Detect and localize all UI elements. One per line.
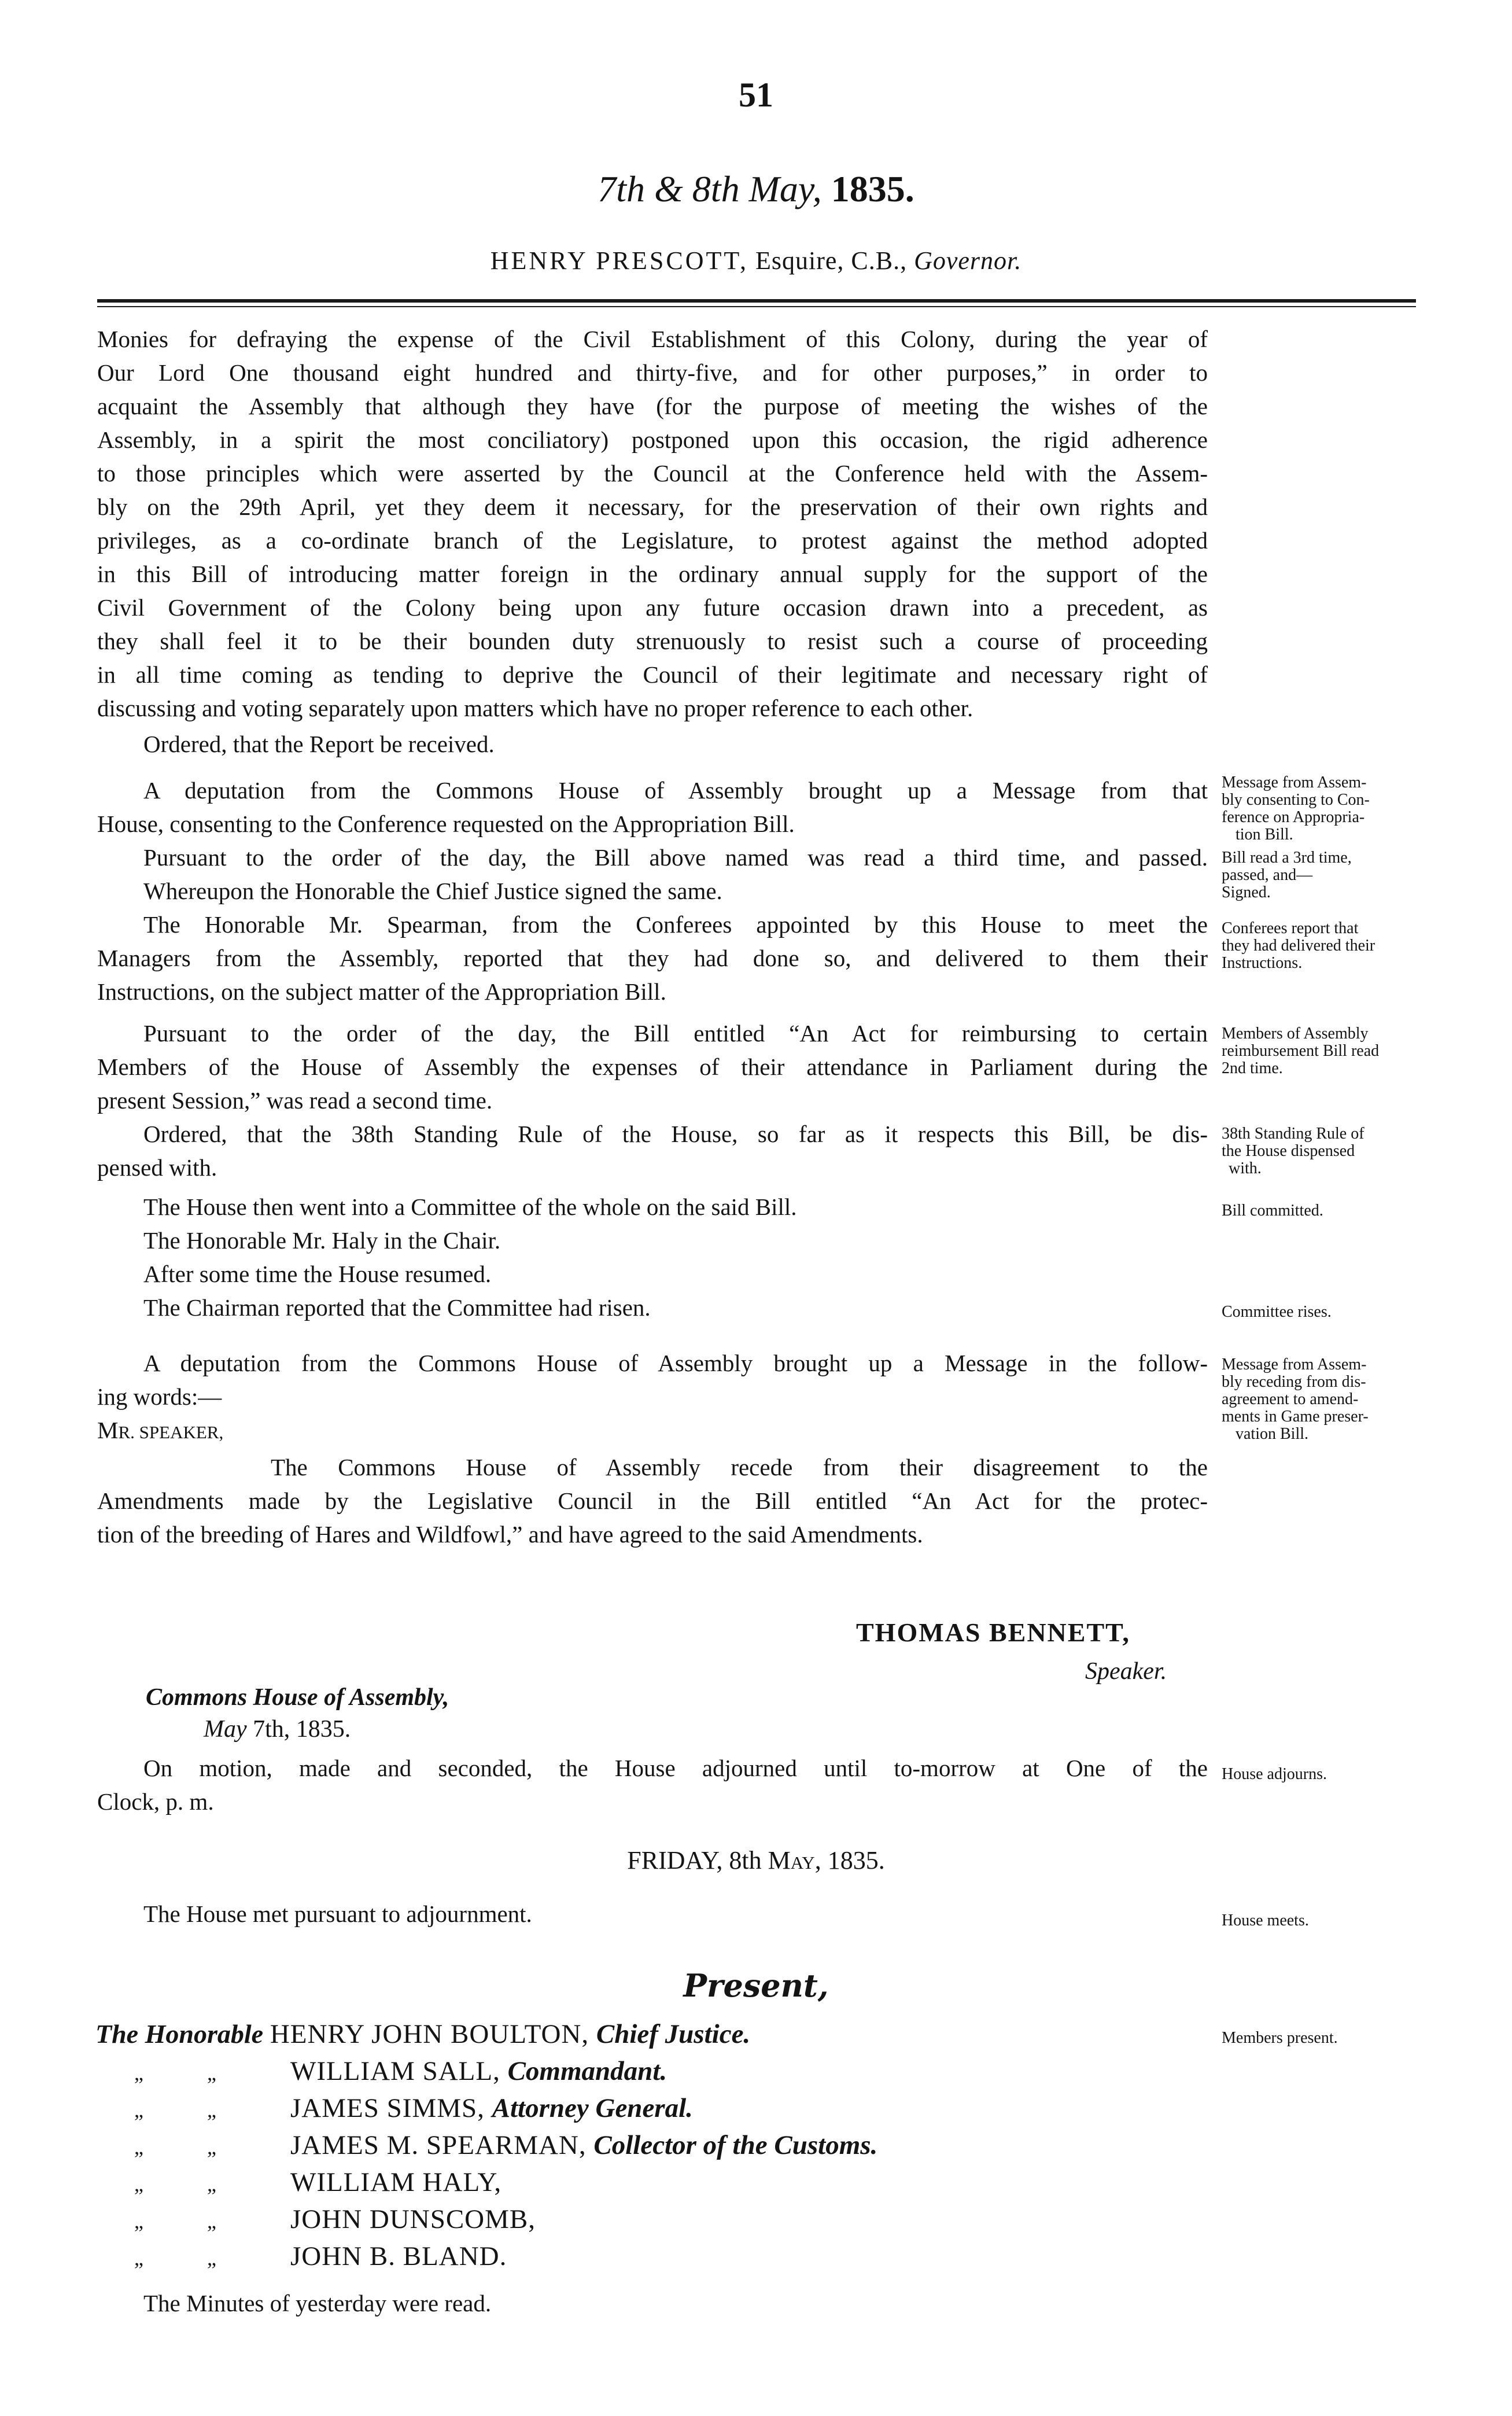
body-line: A deputation from the Commons House of Assembly brought up a Message from that	[143, 777, 1208, 804]
member-name: WILLIAM SALL,	[290, 2056, 508, 2086]
margin-note-line: vation Bill.	[1236, 1425, 1308, 1443]
margin-note-line: passed, and—	[1222, 866, 1313, 884]
body-line: After some time the House resumed.	[143, 1261, 492, 1287]
body-line: Instructions, on the subject matter of the Appropriation Bill.	[97, 978, 666, 1005]
signature-date-month: May	[204, 1716, 247, 1743]
friday-day: FRIDAY,	[627, 1846, 729, 1874]
governor-name: HENRY PRESCOTT,	[490, 246, 748, 275]
margin-note	[1222, 920, 1418, 972]
member-row	[134, 2239, 507, 2274]
body-line: present Session,” was read a second time.	[97, 1087, 493, 1114]
member-row	[134, 2091, 693, 2126]
margin-note	[1222, 1356, 1418, 1443]
margin-note-line: with.	[1229, 1159, 1262, 1177]
signature-date-rest: 7th, 1835.	[246, 1716, 351, 1743]
margin-note-line: Bill read a 3rd time,	[1222, 849, 1352, 867]
margin-note	[1222, 849, 1418, 901]
body-line: in this Bill of introducing matter foreign in the ordinary annual supply for the support of the	[97, 561, 1208, 587]
member-row	[134, 2165, 502, 2200]
friday-month: May	[768, 1846, 815, 1874]
date-year: 1835.	[831, 168, 914, 209]
body-line: The House met pursuant to adjournment.	[143, 1901, 532, 1927]
member-office: Commandant.	[507, 2056, 668, 2086]
member-office: Attorney General.	[492, 2093, 693, 2123]
margin-note-line: Members of Assembly	[1222, 1025, 1369, 1043]
body-line: On motion, made and seconded, the House adjourned until to-morrow at One of the	[143, 1755, 1208, 1781]
margin-note-line: House meets.	[1222, 1912, 1309, 1929]
ditto-mark: „	[206, 2246, 216, 2270]
margin-note-line: Committee rises.	[1222, 1303, 1332, 1321]
member-row	[134, 2202, 536, 2237]
margin-note-line: bly receding from dis-	[1222, 1373, 1366, 1391]
ditto-mark: „	[134, 2135, 143, 2159]
margin-note-line: they had delivered their	[1222, 937, 1375, 955]
body-line: acquaint the Assembly that although they have (for the purpose of meeting the wishes of the	[97, 393, 1208, 419]
margin-note-line: bly consenting to Con-	[1222, 791, 1370, 809]
member-office: Chief Justice.	[596, 2019, 751, 2049]
margin-note	[1222, 2030, 1418, 2047]
margin-note	[1222, 1303, 1418, 1321]
body-line: Amendments made by the Legislative Council in the Bill entitled “An Act for the protec-	[97, 1487, 1208, 1514]
body-line: The Honorable Mr. Haly in the Chair.	[143, 1227, 501, 1254]
body-line: Whereupon the Honorable the Chief Justice signed the same.	[143, 878, 722, 904]
margin-note	[1222, 1766, 1418, 1783]
margin-note-line: ments in Game preser-	[1222, 1408, 1369, 1426]
body-line: Clock, p. m.	[97, 1788, 214, 1815]
ditto-mark: „	[206, 2209, 216, 2233]
signature-date	[204, 1715, 351, 1743]
body-line: in all time coming as tending to deprive the Council of their legitimate and necessary right of	[97, 661, 1208, 688]
page-number: 51	[739, 76, 773, 114]
member-honorific: The Honorable	[95, 2019, 264, 2049]
body-line: The Minutes of yesterday were read.	[143, 2290, 492, 2316]
body-line: discussing and voting separately upon matters which have no proper reference to each other.	[97, 695, 973, 721]
body-line: privileges, as a co-ordinate branch of the Legislature, to protest against the method adopted	[97, 527, 1208, 554]
margin-note-line: Bill committed.	[1222, 1202, 1323, 1220]
margin-note-line: Conferees report that	[1222, 919, 1359, 937]
body-line: Our Lord One thousand eight hundred and thirty-five, and for other purposes,” in order to	[97, 359, 1208, 386]
body-line: bly on the 29th April, yet they deem it necessary, for the preservation of their own rights and	[97, 493, 1208, 520]
member-row	[134, 2054, 668, 2089]
member-row	[95, 2017, 750, 2052]
ditto-mark: „	[134, 2098, 143, 2122]
margin-note-line: Message from Assem-	[1222, 1356, 1367, 1373]
friday-date: 8th	[729, 1846, 768, 1874]
margin-note	[1222, 1912, 1418, 1929]
margin-note-line: Members present.	[1222, 2029, 1338, 2047]
ditto-mark: „	[134, 2172, 143, 2196]
date-days: 7th & 8th May,	[598, 168, 831, 209]
body-line: Pursuant to the order of the day, the Bill entitled “An Act for reimbursing to certain	[143, 1020, 1208, 1047]
speaker-title: Speaker.	[1085, 1658, 1167, 1685]
present-heading: Present,	[683, 1967, 829, 2004]
governor-honours: Esquire, C.B.,	[748, 246, 914, 275]
member-name: JOHN DUNSCOMB,	[290, 2204, 536, 2234]
member-office: Collector of the Customs.	[593, 2130, 878, 2160]
margin-note-line: Instructions.	[1222, 954, 1303, 972]
margin-note-line: the House dispensed	[1222, 1142, 1355, 1160]
body-line: tion of the breeding of Hares and Wildfowl,” and have agreed to the said Amendments.	[97, 1521, 923, 1548]
ditto-mark: „	[206, 2098, 216, 2122]
body-line: Monies for defraying the expense of the Civil Establishment of this Colony, during the year of	[97, 326, 1208, 352]
margin-note	[1222, 1025, 1418, 1077]
signature-place: Commons House of Assembly,	[146, 1684, 449, 1711]
body-line: Managers from the Assembly, reported that they had done so, and delivered to them their	[97, 945, 1208, 971]
member-name: WILLIAM HALY,	[290, 2167, 502, 2197]
page-date	[0, 168, 1512, 211]
address-rest: R. SPEAKER,	[118, 1422, 224, 1442]
body-line: pensed with.	[97, 1154, 217, 1181]
body-line: Pursuant to the order of the day, the Bill above named was read a third time, and passed.	[143, 844, 1208, 871]
body-line: Civil Government of the Colony being upon any future occasion drawn into a precedent, as	[97, 594, 1208, 621]
margin-note-line: tion Bill.	[1236, 826, 1293, 844]
friday-year: , 1835.	[814, 1846, 885, 1874]
margin-note	[1222, 774, 1418, 844]
speaker-name: THOMAS BENNETT,	[856, 1618, 1130, 1647]
ditto-mark: „	[206, 2172, 216, 2196]
address-initial: M	[97, 1417, 119, 1443]
margin-note	[1222, 1125, 1418, 1177]
body-line: House, consenting to the Conference requested on the Appropriation Bill.	[97, 811, 795, 837]
margin-note-line: House adjourns.	[1222, 1765, 1327, 1783]
body-line: The Chairman reported that the Committee had risen.	[143, 1294, 651, 1321]
member-name: JAMES M. SPEARMAN,	[290, 2130, 594, 2160]
friday-heading	[0, 1846, 1512, 1875]
body-line: A deputation from the Commons House of Assembly brought up a Message in the follow-	[143, 1350, 1208, 1376]
member-name: JAMES SIMMS,	[290, 2093, 492, 2123]
ditto-mark: „	[134, 2061, 143, 2084]
ditto-mark: „	[134, 2209, 143, 2233]
body-line: Ordered, that the 38th Standing Rule of the House, so far as it respects this Bill, be dis-	[143, 1121, 1208, 1147]
margin-note	[1222, 1202, 1418, 1220]
body-line: The House then went into a Committee of the whole on the said Bill.	[143, 1194, 797, 1220]
margin-note-line: 2nd time.	[1222, 1059, 1283, 1077]
header-rule	[97, 299, 1416, 303]
margin-note-line: ference on Appropria-	[1222, 808, 1365, 826]
margin-note-line: reimbursement Bill read	[1222, 1042, 1380, 1060]
address-line	[97, 1415, 1208, 1446]
governor-title: Governor.	[914, 246, 1022, 275]
member-row	[134, 2128, 878, 2163]
body-line: to those principles which were asserted by the Council at the Conference held with the Assem-	[97, 460, 1208, 487]
member-name: JOHN B. BLAND.	[290, 2241, 507, 2271]
body-line: Members of the House of Assembly the expenses of their attendance in Parliament during the	[97, 1054, 1208, 1080]
body-line: Assembly, in a spirit the most conciliatory) postponed upon this occasion, the rigid adherence	[97, 426, 1208, 453]
margin-note-line: 38th Standing Rule of	[1222, 1125, 1365, 1143]
body-line: they shall feel it to be their bounden duty strenuously to resist such a course of proceeding	[97, 628, 1208, 654]
ditto-mark: „	[134, 2246, 143, 2270]
ditto-mark: „	[206, 2061, 216, 2084]
member-name: HENRY JOHN BOULTON,	[270, 2019, 596, 2049]
ditto-mark: „	[206, 2135, 216, 2159]
body-line: Ordered, that the Report be received.	[143, 731, 495, 757]
margin-note-line: agreement to amend-	[1222, 1390, 1359, 1408]
body-line: The Commons House of Assembly recede from their disagreement to the	[271, 1454, 1208, 1480]
margin-note-line: Message from Assem-	[1222, 774, 1367, 791]
body-line: ing words:—	[97, 1383, 222, 1410]
body-line: The Honorable Mr. Spearman, from the Conferees appointed by this House to meet the	[143, 911, 1208, 938]
governor-line	[0, 246, 1512, 275]
margin-note-line: Signed.	[1222, 883, 1271, 901]
